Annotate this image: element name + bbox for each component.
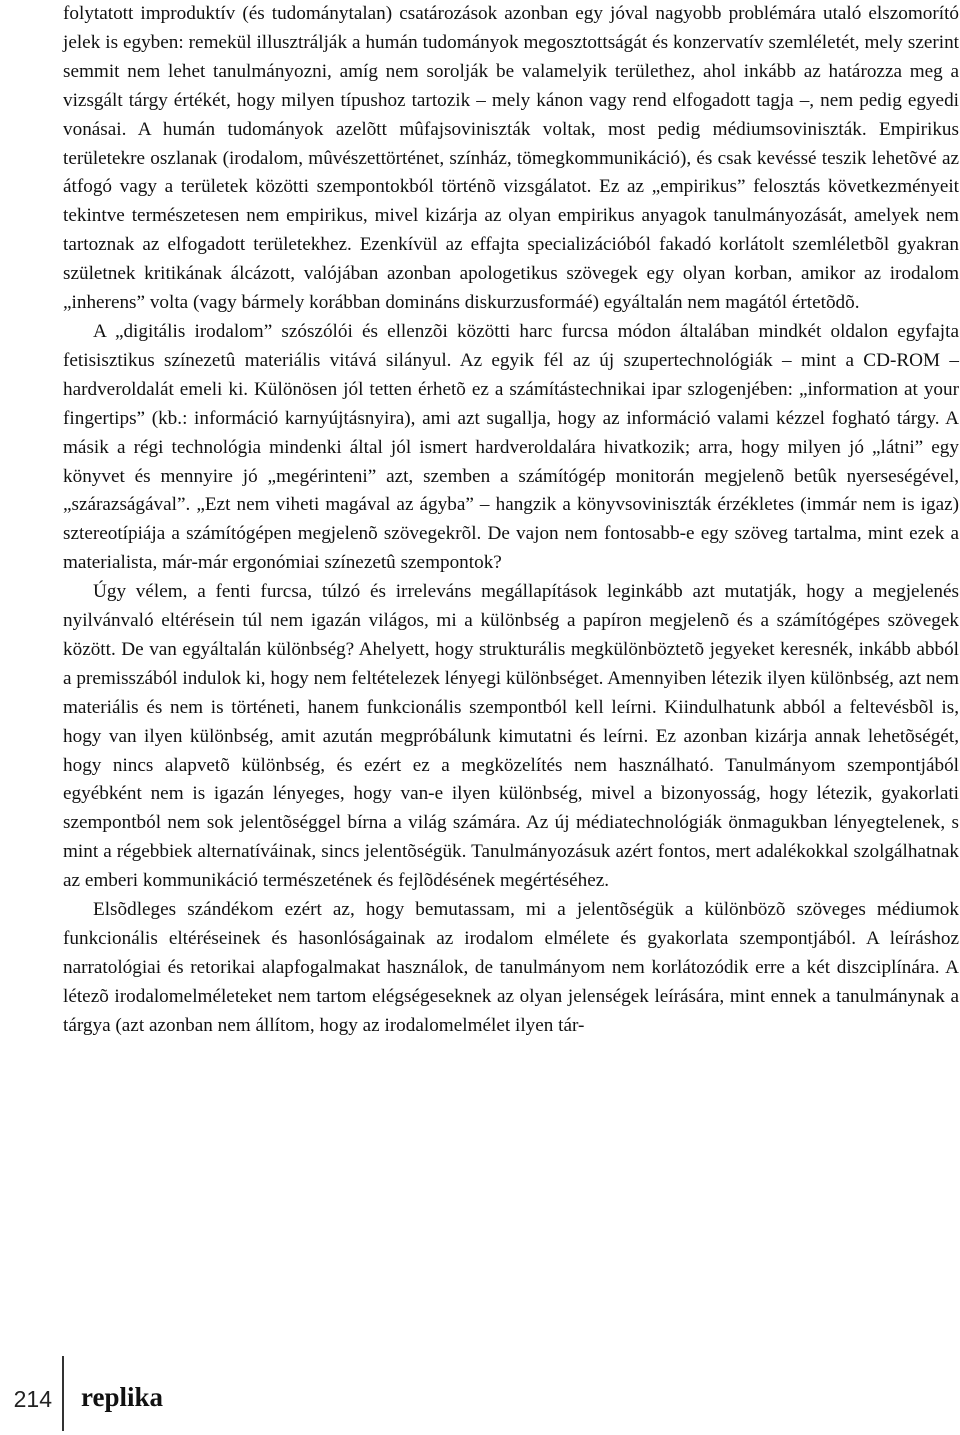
paragraph-1: folytatott improduktív (és tudománytalan) csatározások azonban egy jóval nagyobb problémára utaló elszomorító jelek is egyben: remekül illusztrálják a humán tudományok megosztottságát és konzervatív szemléletét, mely szerint semmit nem lehet tanulmányozni, amíg nem sorolják be valamelyik területhez, ahol inkább az határozza meg a vizsgált tárgy értékét, hogy milyen típushoz tartozik – mely kánon vagy rend elfogadott tagja –, nem pedig egyedi vonásai. A humán tudományok azelõtt mûfajsoviniszták voltak, most pedig médiumsoviniszták. Empirikus területekre oszlanak (irodalom, mûvészettörténet, színház, tömegkommunikáció), és csak kevéssé teszik lehetõvé az átfogó vagy a területek közötti szempontokból történõ vizsgálatot. Ez az „empirikus” felosztás következményeit tekintve természetesen nem empirikus, mivel kizárja az olyan empirikus anyagok tanulmányozását, amelyek nem tartoznak az elfogadott területekhez. Ezenkívül az effajta specializációból fakadó korlátolt szemléletbõl gyakran születnek kritikának álcázott, valójában azonban apologetikus szövegek egy olyan korban, amikor az irodalom „inherens” volta (vagy bármely korábban domináns diskurzusformáé) egyáltalán nem magától értetõdõ. <box>63 3 959 314</box>
journal-name: replika <box>81 1382 164 1412</box>
paragraph-4: Elsõdleges szándékom ezért az, hogy bemutassam, mi a jelentõségük a különbözõ szöveges médiumok funkcionális eltéréseinek és hasonlóságainak az irodalom elmélete és gyakorlata szempontjából. A leíráshoz narratológiai és retorikai alapfogalmakat használok, de tanulmányom nem korlátozódik erre a két diszciplínára. A létezõ irodalomelméleteket nem tartom elégségeseknek az olyan jelenségek leírására, mint ennek a tanulmánynak a tárgya (azt azonban nem állítom, hogy az irodalomelmélet ilyen tár- <box>63 899 959 1036</box>
paragraph-2: A „digitális irodalom” szószólói és ellenzõi közötti harc furcsa módon általában mindkét oldalon egyfajta fetisisztikus színezetû materiális vitává silányul. Az egyik fél az új szupertechnológiák – mint a CD-ROM – hardveroldalát emeli ki. Különösen jól tetten érhetõ ez a számítástechnikai ipar szlogenjében: „information at your fingertips” (kb.: információ karnyújtásnyira), ami azt sugallja, hogy az információ valami kézzel fogható tárgy. A másik a régi technológia mindenki által jól ismert hardveroldalára hivatkozik; arra, hogy milyen jó „látni” egy könyvet és mennyire jó „megérinteni” azt, szemben a számítógép monitorán megjelenõ betûk nyerseségével, „szárazságával”. „Ezt nem viheti magával az ágyba” – hangzik a könyvsoviniszták érzékletes (immár nem is igaz) sztereotípiája a számítógépen megjelenõ szövegekrõl. De vajon nem fontosabb-e egy szöveg tartalma, mint ezek a materialista, már-már ergonómiai színezetû szempontok? <box>63 320 959 574</box>
page-number: 214 <box>13 1386 52 1412</box>
main-text-column <box>63 0 959 1041</box>
paragraph-3: Úgy vélem, a fenti furcsa, túlzó és irreleváns megállapítások leginkább azt mutatják, hogy a megjelenés nyilvánvaló eltérésein túl nem igazán világos, mi a különbség a papíron megjelenõ és a számítógépes szövegek között. De van egyáltalán különbség? Ahelyett, hogy strukturális megkülönböztetõ jegyeket keresnék, inkább abból a premisszából indulok ki, hogy nem feltételezek lényegi különbséget. Amennyiben létezik ilyen különbség, azt nem materiális és nem is történeti, hanem funkcionális szempontból kell leírni. Kiindulhatunk abból a feltevésbõl is, hogy van ilyen különbség, amit azután megpróbálunk kimutatni és leírni. Ez azonban kizárja annak lehetõségét, hogy nincs alapvetõ különbség, és ezért ez a megközelítés nem használható. Tanulmányom szempontjából egyébként nem is igazán lényeges, hogy van-e ilyen különbség, mivel a bizonyosság, hogy létezik, gyakorlati szempontból nem sok jelentõséggel bírna a világ számára. Az új médiatechnológiák önmagukban lényegtelenek, s mint a régebbiek alternatíváinak, sincs jelentõségük. Tanulmányozásuk azért fontos, mert adalékokkal szolgálhatnak az emberi kommunikáció természetének és fejlõdésének megértéséhez. <box>63 581 959 892</box>
footer-divider <box>62 1356 64 1431</box>
